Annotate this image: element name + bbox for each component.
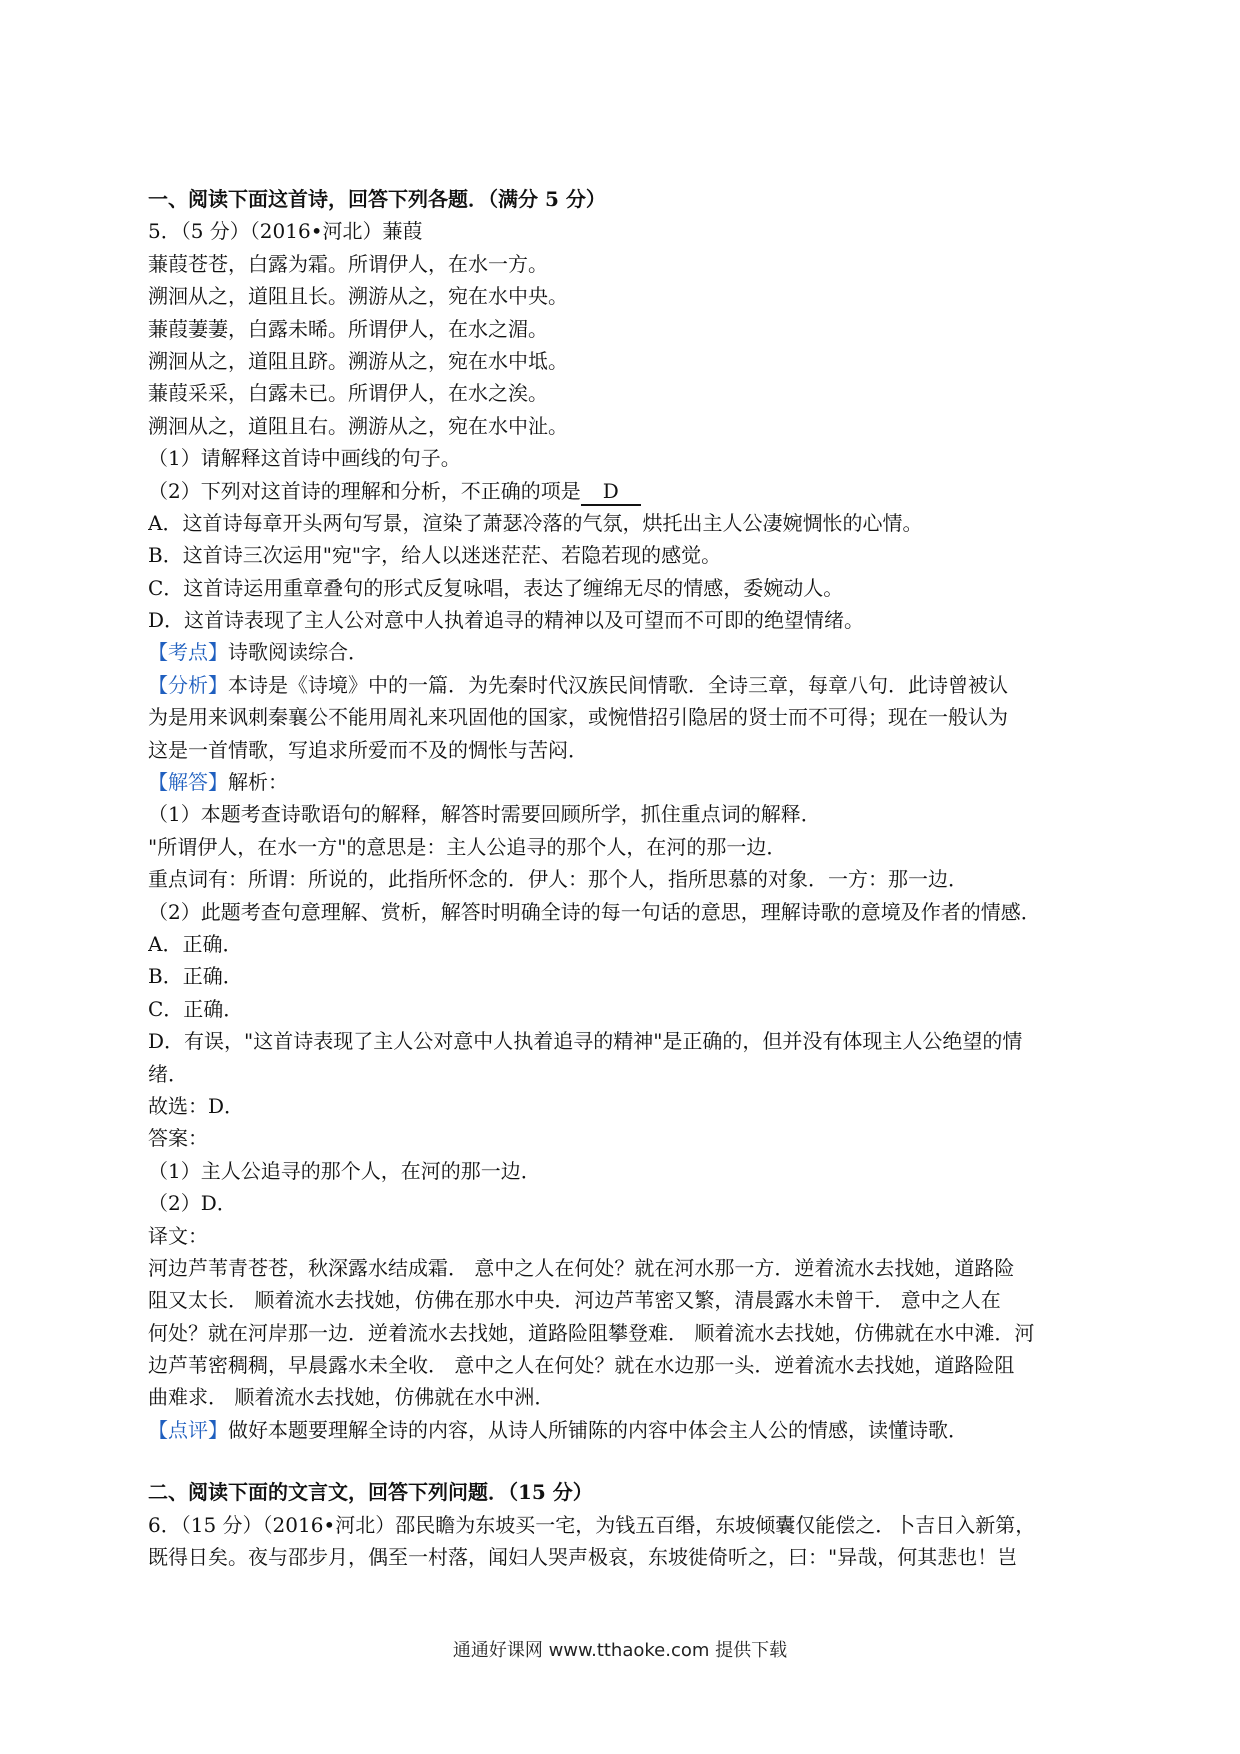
poem-line: 蒹葭苍苍，白露为霜。所谓伊人，在水一方。 xyxy=(148,251,548,276)
explanation-line: D．有误，"这首诗表现了主人公对意中人执着追寻的精神"是正确的，但并没有体现主人公绝望的情 xyxy=(148,1029,1023,1054)
kaodian-tag: 【考点】 xyxy=(148,640,228,665)
poem xyxy=(148,248,1098,442)
poem-line: 溯洄从之，道阻且右。溯游从之，宛在水中沚。 xyxy=(148,413,568,438)
sub-question-2 xyxy=(148,475,1098,507)
answer-blank: D xyxy=(581,478,641,506)
poem-line: 蒹葭萋萋，白露未晞。所谓伊人，在水之湄。 xyxy=(148,316,548,341)
explanation-line: （1）本题考查诗歌语句的解释，解答时需要回顾所学，抓住重点词的解释． xyxy=(148,802,821,827)
fenxi-tag: 【分析】 xyxy=(148,672,228,697)
sub-question-1: （1）请解释这首诗中画线的句子。 xyxy=(148,446,461,471)
explanation-line: 故选：D． xyxy=(148,1093,245,1118)
explanation-line: （2）D． xyxy=(148,1191,237,1216)
dianping-tag: 【点评】 xyxy=(148,1417,228,1442)
fenxi-line xyxy=(148,669,1098,701)
explanation xyxy=(148,798,1098,1413)
explanation-line: （1）主人公追寻的那个人，在河的那一边． xyxy=(148,1158,541,1183)
option-b: B．这首诗三次运用"宛"字，给人以迷迷茫茫、若隐若现的感觉。 xyxy=(148,543,722,568)
explanation-line: B．正确． xyxy=(148,964,243,989)
translation-line: 曲难求． 顺着流水去找她，仿佛就在水中洲． xyxy=(148,1385,555,1410)
fenxi-line: 这是一首情歌，写追求所爱而不及的惆怅与苦闷． xyxy=(148,737,588,762)
document-content xyxy=(148,183,1098,1573)
footer-watermark: 通通好课网 www.tthaoke.com 提供下载 xyxy=(452,1640,788,1661)
dianping-text: 做好本题要理解全诗的内容，从诗人所铺陈的内容中体会主人公的情感，读懂诗歌． xyxy=(228,1417,968,1442)
option-c: C．这首诗运用重章叠句的形式反复咏唱，表达了缠绵无尽的情感，委婉动人。 xyxy=(148,575,844,600)
poem-line: 溯洄从之，道阻且长。溯游从之，宛在水中央。 xyxy=(148,284,568,309)
question-5-header: 5．（5 分）（2016•河北）蒹葭 xyxy=(148,219,423,244)
translation-line: 何处？就在河岸那一边．逆着流水去找她，道路险阻攀登难． 顺着流水去找她，仿佛就在水中滩．河 xyxy=(148,1320,1035,1345)
kaodian xyxy=(148,636,1098,668)
fenxi-text: 本诗是《诗境》中的一篇．为先秦时代汉族民间情歌．全诗三章，每章八句．此诗曾被认 xyxy=(228,672,1008,697)
option-d: D．这首诗表现了主人公对意中人执着追寻的精神以及可望而不可即的绝望情绪。 xyxy=(148,608,865,633)
poem-line: 溯洄从之，道阻且跻。溯游从之，宛在水中坻。 xyxy=(148,348,568,373)
dianping xyxy=(148,1414,1098,1446)
explanation-line: A．正确． xyxy=(148,931,243,956)
explanation-line: （2）此题考查句意理解、赏析，解答时明确全诗的每一句话的意思，理解诗歌的意境及作者的情感． xyxy=(148,899,1041,924)
fenxi-line: 为是用来讽刺秦襄公不能用周礼来巩固他的国家，或惋惜招引隐居的贤士而不可得；现在一般认为 xyxy=(148,705,1008,730)
explanation-line: 绪． xyxy=(148,1061,188,1086)
option-a: A．这首诗每章开头两句写景，渲染了萧瑟冷落的气氛，烘托出主人公凄婉惆怅的心情。 xyxy=(148,510,923,535)
jieda-tag: 【解答】 xyxy=(148,770,228,795)
explanation-line: 译文： xyxy=(148,1223,208,1248)
section-gap xyxy=(148,1446,1098,1476)
jieda-text: 解析： xyxy=(228,770,288,795)
explanation-line: 答案： xyxy=(148,1126,208,1151)
explanation-line: 重点词有：所谓：所说的，此指所怀念的．伊人：那个人，指所思慕的对象．一方：那一边． xyxy=(148,867,968,892)
explanation-line: C．正确． xyxy=(148,996,244,1021)
poem-line: 蒹葭采采，白露未已。所谓伊人，在水之涘。 xyxy=(148,381,548,406)
sub-question-2-text: （2）下列对这首诗的理解和分析，不正确的项是 xyxy=(148,478,581,503)
jieda xyxy=(148,766,1098,798)
explanation-line: "所谓伊人，在水一方"的意思是：主人公追寻的那个人，在河的那一边． xyxy=(148,834,787,859)
translation-line: 阻又太长． 顺着流水去找她，仿佛在那水中央．河边芦苇密又繁，清晨露水未曾干． 意中之人在 xyxy=(148,1288,1001,1313)
translation-line: 河边芦苇青苍苍，秋深露水结成霜． 意中之人在何处？就在河水那一方．逆着流水去找她，道路险 xyxy=(148,1255,1015,1280)
question-6-line: 既得日矣。夜与邵步月，偶至一村落，闻妇人哭声极哀，东坡徙倚听之，曰："异哉，何其悲也！岂 xyxy=(148,1545,1018,1570)
translation-line: 边芦苇密稠稠，早晨露水未全收． 意中之人在何处？就在水边那一头．逆着流水去找她，道路险阻 xyxy=(148,1353,1015,1378)
section1-heading: 一、阅读下面这首诗，回答下列各题．（满分 5 分） xyxy=(148,187,606,211)
kaodian-text: 诗歌阅读综合． xyxy=(228,640,368,665)
question-6-line: 6．（15 分）（2016•河北）邵民瞻为东坡买一宅，为钱五百缗，东坡倾囊仅能偿之．卜吉日入新第， xyxy=(148,1512,1036,1537)
section2-heading: 二、阅读下面的文言文，回答下列问题．（15 分） xyxy=(148,1480,593,1505)
